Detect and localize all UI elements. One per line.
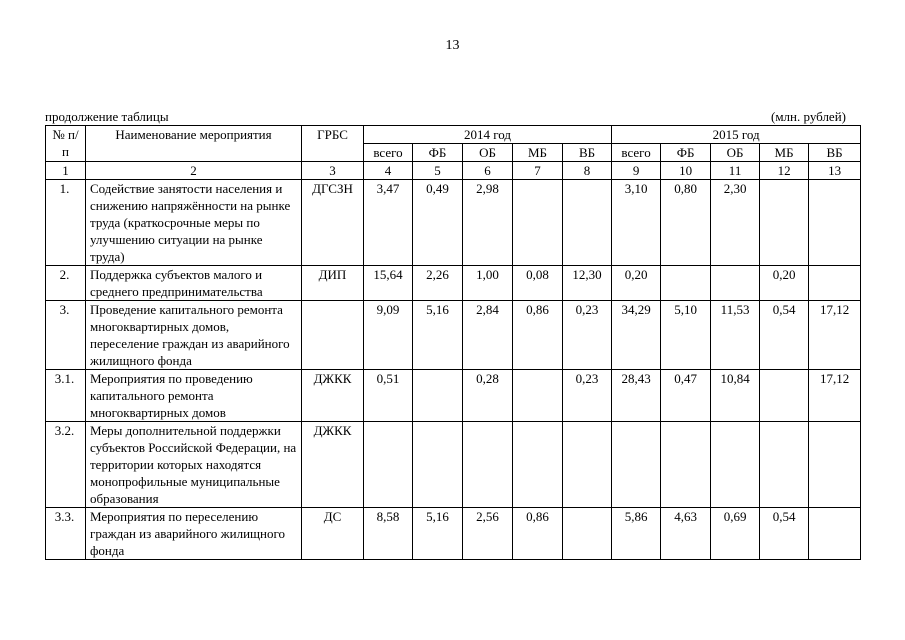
- grbs-cell: ДГСЗН: [302, 180, 364, 266]
- subheader-cell: ОБ: [463, 144, 513, 162]
- value-cell: 17,12: [809, 370, 861, 422]
- column-number-cell: 12: [760, 162, 809, 180]
- subheader-cell: ФБ: [661, 144, 711, 162]
- header-grbs: ГРБС: [302, 126, 364, 162]
- subheader-cell: МБ: [513, 144, 563, 162]
- row-number: 3.2.: [46, 422, 86, 508]
- value-cell: [513, 370, 563, 422]
- column-number-cell: 6: [463, 162, 513, 180]
- column-number-cell: 11: [711, 162, 760, 180]
- value-cell: 12,30: [563, 266, 612, 301]
- value-cell: 5,10: [661, 301, 711, 370]
- row-number: 2.: [46, 266, 86, 301]
- grbs-cell: ДС: [302, 508, 364, 560]
- subheader-cell: всего: [364, 144, 413, 162]
- value-cell: 0,28: [463, 370, 513, 422]
- value-cell: [711, 422, 760, 508]
- value-cell: [364, 422, 413, 508]
- value-cell: 2,98: [463, 180, 513, 266]
- subheader-cell: ФБ: [413, 144, 463, 162]
- column-number-cell: 3: [302, 162, 364, 180]
- activity-name: Мероприятия по переселению граждан из аварийного жилищного фонда: [86, 508, 302, 560]
- value-cell: [760, 370, 809, 422]
- value-cell: [661, 266, 711, 301]
- value-cell: [563, 180, 612, 266]
- column-number-cell: 8: [563, 162, 612, 180]
- activity-name: Меры дополнительной поддержки субъектов Российской Федерации, на территории которых находятся монопрофильные муниципальные образования: [86, 422, 302, 508]
- value-cell: 10,84: [711, 370, 760, 422]
- subheader-cell: ВБ: [563, 144, 612, 162]
- value-cell: 2,30: [711, 180, 760, 266]
- row-number: 3.1.: [46, 370, 86, 422]
- column-number-cell: 2: [86, 162, 302, 180]
- header-year-2014: 2014 год: [364, 126, 612, 144]
- table-row: [46, 422, 861, 508]
- header-name: Наименование мероприятия: [86, 126, 302, 162]
- table-row: [46, 508, 861, 560]
- value-cell: 5,16: [413, 508, 463, 560]
- value-cell: [661, 422, 711, 508]
- value-cell: [563, 422, 612, 508]
- header-row-numbering: [46, 162, 861, 180]
- value-cell: [711, 266, 760, 301]
- value-cell: 0,23: [563, 301, 612, 370]
- subheader-cell: всего: [612, 144, 661, 162]
- value-cell: 11,53: [711, 301, 760, 370]
- column-number-cell: 5: [413, 162, 463, 180]
- value-cell: [463, 422, 513, 508]
- continuation-label: продолжение таблицы: [45, 109, 169, 124]
- value-cell: 0,49: [413, 180, 463, 266]
- column-number-cell: 9: [612, 162, 661, 180]
- value-cell: 0,20: [760, 266, 809, 301]
- value-cell: 28,43: [612, 370, 661, 422]
- column-number-cell: 13: [809, 162, 861, 180]
- value-cell: [413, 370, 463, 422]
- value-cell: 17,12: [809, 301, 861, 370]
- header-num: № п/п: [46, 126, 86, 162]
- column-number-cell: 4: [364, 162, 413, 180]
- value-cell: 4,63: [661, 508, 711, 560]
- value-cell: 15,64: [364, 266, 413, 301]
- value-cell: [809, 266, 861, 301]
- value-cell: 2,56: [463, 508, 513, 560]
- grbs-cell: [302, 301, 364, 370]
- value-cell: 9,09: [364, 301, 413, 370]
- row-number: 3.3.: [46, 508, 86, 560]
- value-cell: [809, 508, 861, 560]
- budget-table: [45, 125, 861, 560]
- value-cell: [513, 180, 563, 266]
- value-cell: 3,10: [612, 180, 661, 266]
- value-cell: 0,69: [711, 508, 760, 560]
- value-cell: 0,23: [563, 370, 612, 422]
- value-cell: 5,86: [612, 508, 661, 560]
- activity-name: Поддержка субъектов малого и среднего предпринимательства: [86, 266, 302, 301]
- value-cell: 2,84: [463, 301, 513, 370]
- subheader-cell: МБ: [760, 144, 809, 162]
- value-cell: 1,00: [463, 266, 513, 301]
- value-cell: 3,47: [364, 180, 413, 266]
- row-number: 1.: [46, 180, 86, 266]
- table-row: [46, 370, 861, 422]
- value-cell: 2,26: [413, 266, 463, 301]
- value-cell: [760, 180, 809, 266]
- header-year-2015: 2015 год: [612, 126, 861, 144]
- table-row: [46, 301, 861, 370]
- value-cell: 5,16: [413, 301, 463, 370]
- header-row-1: [46, 126, 861, 144]
- value-cell: [760, 422, 809, 508]
- table-caption: [45, 109, 860, 125]
- activity-name: Содействие занятости населения и снижению напряжённости на рынке труда (краткосрочные меры по улучшению ситуации на рынке труда): [86, 180, 302, 266]
- table-row: [46, 180, 861, 266]
- page-number: 13: [445, 38, 460, 53]
- subheader-cell: ОБ: [711, 144, 760, 162]
- column-number-cell: 10: [661, 162, 711, 180]
- value-cell: 0,86: [513, 301, 563, 370]
- value-cell: [513, 422, 563, 508]
- value-cell: 0,54: [760, 508, 809, 560]
- value-cell: [413, 422, 463, 508]
- column-number-cell: 7: [513, 162, 563, 180]
- value-cell: [612, 422, 661, 508]
- grbs-cell: ДЖКК: [302, 370, 364, 422]
- value-cell: 0,47: [661, 370, 711, 422]
- value-cell: 0,51: [364, 370, 413, 422]
- value-cell: 0,80: [661, 180, 711, 266]
- grbs-cell: ДЖКК: [302, 422, 364, 508]
- value-cell: 0,08: [513, 266, 563, 301]
- value-cell: 0,20: [612, 266, 661, 301]
- table-row: [46, 266, 861, 301]
- value-cell: [809, 422, 861, 508]
- value-cell: 8,58: [364, 508, 413, 560]
- value-cell: 34,29: [612, 301, 661, 370]
- subheader-cell: ВБ: [809, 144, 861, 162]
- activity-name: Проведение капитального ремонта многоквартирных домов, переселение граждан из аварийного жилищного фонда: [86, 301, 302, 370]
- activity-name: Мероприятия по проведению капитального ремонта многоквартирных домов: [86, 370, 302, 422]
- units-label: (млн. рублей): [771, 109, 846, 124]
- value-cell: 0,54: [760, 301, 809, 370]
- row-number: 3.: [46, 301, 86, 370]
- column-number-cell: 1: [46, 162, 86, 180]
- value-cell: [563, 508, 612, 560]
- value-cell: [809, 180, 861, 266]
- value-cell: 0,86: [513, 508, 563, 560]
- grbs-cell: ДИП: [302, 266, 364, 301]
